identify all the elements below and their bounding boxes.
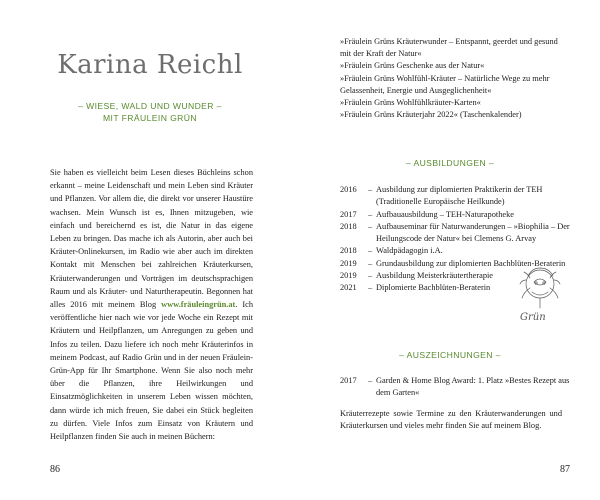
page-number-left: 86 (50, 464, 60, 475)
author-name: Karina Reichl (57, 50, 243, 80)
ausbildung-year: 2016 (340, 185, 357, 194)
book-list (340, 36, 560, 121)
ausbildung-item: 2018 – Aufbauseminar für Naturwanderungen – »Biophilia – Der Heilungscode der Natur« bei Clemens G. Arvay (340, 221, 570, 246)
ausbildung-item: 2019 – Grundausbildung zur diplomierten Bachblüten-Beraterin (340, 258, 570, 270)
ausbildung-item: 2016 – Ausbildung zur diplomierten Praktikerin der TEH (Traditionelle Europäische Heilkunde) (340, 184, 570, 209)
herb-sketch-illustration (512, 262, 568, 324)
ausbildungen-heading: – AUSBILDUNGEN – (405, 158, 495, 168)
auszeichnungen-list (340, 375, 570, 400)
ausbildung-item: 2018 – Waldpädagogin i.A. (340, 245, 570, 257)
ausbildung-year: 2021 (340, 283, 357, 293)
ausbildung-year: 2019 (340, 258, 357, 268)
ausbildung-text: Waldpädagogin i.A. (376, 246, 443, 256)
ausbildung-year: 2019 (340, 271, 357, 281)
ausbildung-text: Aufbauseminar für Naturwanderungen – »Biophilia – Der Heilungscode der Natur« bei Clemens G. Arvay (376, 221, 570, 244)
subtitle-line-1: – WIESE, WALD UND WUNDER – (78, 101, 222, 111)
ausbildung-year: 2018 (340, 246, 357, 256)
bio-text-part-2: . Ich veröffentliche hier nach wie vor jede Woche ein Rezept mit Kräutern und Heilpflanzen, um Anregungen zu geben und Infos zu teilen. Dazu liefere ich noch mehr Kräuterinfos in meinem Podcast, auf Radio Grün und in der neuen Fräulein-Grün-App für Ihr Smartphone. Wenn Sie also noch mehr über die Pflanzen, ihre Heilwirkungen und Einsatzmöglichkeiten in unserem Leben wissen möchten, dann würde ich mich freuen, Sie dabei ein Stück begleiten zu dürfen. Viele Infos zum Einsatz von Kräutern und Heilpflanzen finden Sie auch in meinen Büchern: (50, 300, 253, 442)
ausbildung-text: Diplomierte Bachblüten-Beraterin (376, 283, 491, 293)
author-subtitle (50, 100, 250, 124)
author-bio (50, 166, 253, 443)
ausbildung-item: 2017 – Aufbauausbildung – TEH-Naturapotheke (340, 209, 570, 221)
book-item: »Fräulein Grüns Kräuterwunder – Entspannt, geerdet und gesund mit der Kraft der Natur« (340, 37, 558, 59)
ausbildung-text: Grundausbildung zur diplomierten Bachblüten-Beraterin (376, 258, 566, 268)
subtitle-line-2: MIT FRÄULEIN GRÜN (102, 113, 198, 123)
ausbildung-text: Ausbildung zur diplomierten Praktikerin der TEH (Traditionelle Europäische Heilkunde) (376, 185, 543, 207)
ausbildung-item: 2021 – Diplomierte Bachblüten-Beraterin (340, 282, 570, 294)
book-item: »Fräulein Grüns Wohlfühlkräuter-Karten« (340, 98, 481, 108)
ausbildung-year: 2017 (340, 209, 357, 219)
book-item: »Fräulein Grüns Wohlfühl-Kräuter – Natürliche Wege zu mehr Gelassenheit, Energie und Ausgeglichenheit« (340, 73, 550, 95)
bio-text-part-1: Sie haben es vielleicht beim Lesen dieses Büchleins schon erkannt – meine Leidenschaft und mein Leben sind Kräuter und Pflanzen. Vor allem die, die direkt vor unserer Haustüre wachsen. Mein Wunsch ist es, Ihnen mitzugeben, wie einfach und bereichernd es ist, die Natur in das eigene Leben zu bringen. Das mache ich als Autorin, aber auch bei Kräuter-Onlinekursen, im Radio wie aber auch im direkten Kontakt mit Menschen bei zahlreichen Kräuterkursen, Kräuterwanderungen und Vorträgen im deutschsprachigen Raum und als Kräuter- und Naturtherapeutin. Begonnen hat alles 2016 mit meinem Blog (50, 168, 253, 310)
book-item: »Fräulein Grüns Kräuterjahr 2022« (Taschenkalender) (340, 110, 522, 120)
ausbildung-text: Ausbildung Meisterkräutertherapie (376, 271, 494, 281)
ausbildung-year: 2018 (340, 221, 357, 231)
auszeichnung-year: 2017 (340, 376, 357, 385)
closing-text: Kräuterrezepte sowie Termine zu den Kräuterwanderungen und Kräuterkursen und vieles mehr finden Sie auf meinem Blog. (340, 409, 562, 431)
auszeichnungen-heading: – AUSZEICHNUNGEN – (399, 350, 501, 360)
auszeichnung-item: 2017 – Garden & Home Blog Award: 1. Platz »Bestes Rezept aus dem Garten« (340, 375, 570, 400)
auszeichnung-text: Garden & Home Blog Award: 1. Platz »Bestes Rezept aus dem Garten« (376, 376, 570, 398)
book-item: »Fräulein Grüns Geschenke aus der Natur« (340, 61, 485, 71)
blog-link[interactable]: www.fräuleingrün.at (161, 300, 236, 310)
ausbildung-text: Aufbauausbildung – TEH-Naturapotheke (376, 209, 514, 219)
right-page (300, 0, 600, 500)
sketch-signature: Grün (520, 312, 546, 323)
ausbildung-item: 2019 – Ausbildung Meisterkräutertherapie (340, 270, 570, 282)
page-number-right: 87 (560, 464, 570, 475)
